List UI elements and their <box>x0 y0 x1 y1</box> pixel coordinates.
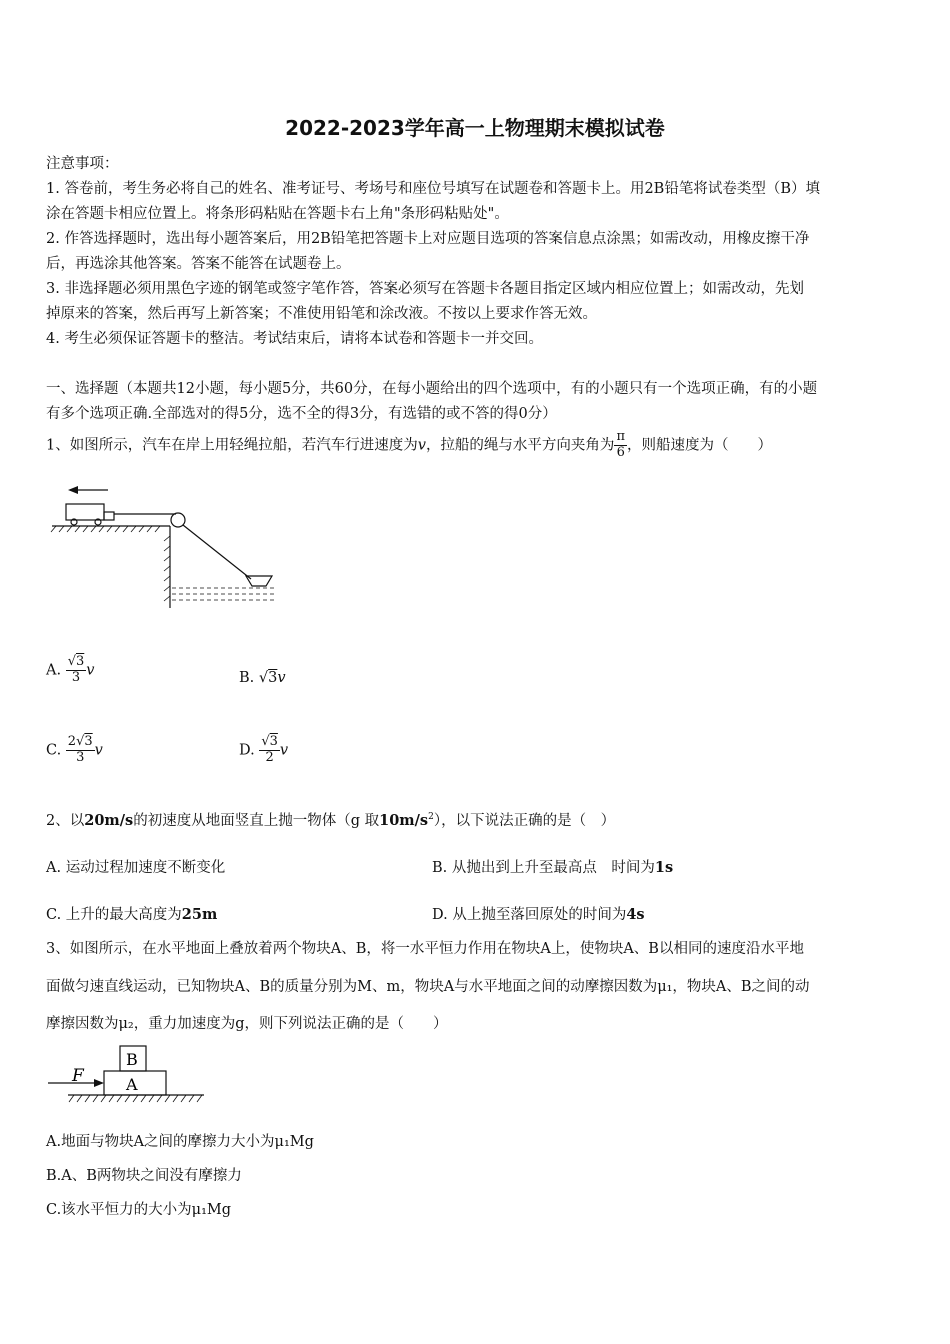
q1-stem-part-a: 1、如图所示，汽车在岸上用轻绳拉船，若汽车行进速度为 <box>46 437 418 454</box>
q2-option-c[interactable] <box>46 903 217 924</box>
q3-stem-line-3: 摩擦因数为μ₂，重力加速度为g，则下列说法正确的是（ ） <box>46 1016 448 1032</box>
q1-option-a-fraction <box>66 655 87 686</box>
q1-option-c-num: 2√3 <box>67 734 93 749</box>
q2-stem-part-b: 的初速度从地面竖直上抛一物体（g 取 <box>133 813 380 829</box>
q2-g-value: 10m/s <box>379 812 429 829</box>
q1-option-c-fraction <box>66 735 95 766</box>
q3-option-a[interactable]: A.地面与物块A之间的摩擦力大小为μ₁Mg <box>46 1134 314 1150</box>
q1-option-b-value: √3v <box>258 670 286 686</box>
q1-option-c[interactable] <box>46 735 103 766</box>
q1-angle-den: 6 <box>616 444 625 460</box>
q1-stem <box>46 430 772 461</box>
q1-option-d-den: 2 <box>265 749 274 765</box>
notice-line-4: 后，再选涂其他答案。答案不能答在试题卷上。 <box>46 256 351 272</box>
notice-line-3: 2. 作答选择题时，选出每小题答案后，用2B铅笔把答题卡上对应题目选项的答案信息点涂黑；如需改动，用橡皮擦干净 <box>46 231 810 247</box>
q2-option-b-text: B. 从抛出到上升至最高点 时间为 <box>432 860 655 876</box>
q1-var-v: v <box>417 437 426 454</box>
q2-option-b[interactable] <box>432 856 673 877</box>
notice-heading: 注意事项： <box>46 156 119 172</box>
q2-option-d-text: D. 从上抛至落回原处的时间为 <box>432 907 627 923</box>
q1-option-c-v: v <box>94 742 103 759</box>
section-heading-line-1: 一、选择题（本题共12小题，每小题5分，共60分，在每小题给出的四个选项中，有的小题只有一个选项正确，有的小题 <box>46 381 818 397</box>
q1-option-d-root: 3 <box>269 734 278 749</box>
q1-option-b[interactable] <box>239 670 286 686</box>
q2-option-c-text: C. 上升的最大高度为 <box>46 907 182 923</box>
q2-speed: 20m/s <box>84 812 134 829</box>
q3-stem-line-1: 3、如图所示，在水平地面上叠放着两个物块A、B，将一水平恒力作用在物块A上，使物块A、B以相同的速度沿水平地 <box>46 941 804 957</box>
q1-option-b-v: v <box>277 670 286 686</box>
q2-option-d[interactable] <box>432 903 645 924</box>
page-title: 2022-2023学年高一上物理期末模拟试卷 <box>285 116 665 140</box>
notice-line-5: 3. 非选择题必须用黑色字迹的钢笔或签字笔作答，答案必须写在答题卡各题目指定区域内相应位置上；如需改动，先划 <box>46 281 804 297</box>
q1-option-a-den: 3 <box>71 669 81 685</box>
q1-angle-fraction <box>614 430 627 461</box>
q1-option-d[interactable] <box>239 735 288 766</box>
q1-angle-num: π <box>616 429 625 444</box>
q3-option-b[interactable]: B.A、B两物块之间没有摩擦力 <box>46 1168 242 1184</box>
q1-option-a-num: √3 <box>67 654 85 669</box>
q3-force-label: F <box>72 1066 84 1086</box>
q1-option-c-root: 3 <box>84 734 93 749</box>
q1-option-d-fraction <box>259 735 280 766</box>
q3-blocks-figure <box>46 1043 211 1108</box>
q1-option-d-label: D. <box>239 742 255 759</box>
q3-block-b-label: B <box>126 1050 138 1069</box>
q2-option-a[interactable]: A. 运动过程加速度不断变化 <box>46 860 226 876</box>
q2-stem-part-a: 2、以 <box>46 813 85 829</box>
q2-stem-part-c: ），以下说法正确的是（ ） <box>433 813 616 829</box>
q1-stem-part-c: ，则船速度为（ ） <box>626 437 772 454</box>
notice-line-7: 4. 考生必须保证答题卡的整洁。考试结束后，请将本试卷和答题卡一并交回。 <box>46 331 543 347</box>
q1-option-c-coef: 2 <box>67 734 77 749</box>
q1-option-d-num: √3 <box>261 734 278 749</box>
q1-option-a[interactable] <box>46 655 94 686</box>
notice-line-1: 1. 答卷前，考生务必将自己的姓名、准考证号、考场号和座位号填写在试题卷和答题卡上。用2B铅笔将试卷类型（B）填 <box>46 181 820 197</box>
q1-option-a-label: A. <box>46 662 62 679</box>
q1-car-boat-figure <box>46 480 286 615</box>
q2-option-c-value: 25m <box>181 906 218 923</box>
q2-option-d-value: 4s <box>626 906 645 923</box>
notice-line-6: 掉原来的答案，然后再写上新答案；不准使用铅笔和涂改液。不按以上要求作答无效。 <box>46 306 597 322</box>
q2-option-b-value: 1s <box>654 859 674 876</box>
q1-option-b-label: B. <box>239 670 255 686</box>
q1-option-d-v: v <box>279 742 289 759</box>
q3-stem-line-2: 面做匀速直线运动，已知物块A、B的质量分别为M、m，物块A与水平地面之间的动摩擦因数为μ₁，物块A、B之间的动 <box>46 979 810 995</box>
q1-option-a-v: v <box>86 662 95 679</box>
q3-block-a-label: A <box>126 1075 138 1094</box>
q1-option-c-den: 3 <box>76 749 85 765</box>
section-heading-line-2: 有多个选项正确.全部选对的得5分，选不全的得3分，有选错的或不答的得0分） <box>46 406 557 422</box>
q3-option-c[interactable]: C.该水平恒力的大小为μ₁Mg <box>46 1202 232 1218</box>
q1-stem-part-b: ，拉船的绳与水平方向夹角为 <box>425 437 615 454</box>
q2-stem <box>46 809 615 830</box>
q2-g-exponent: 2 <box>428 812 434 823</box>
q1-option-a-root: 3 <box>76 654 85 669</box>
notice-line-2: 涂在答题卡相应位置上。将条形码粘贴在答题卡右上角"条形码粘贴处"。 <box>46 206 509 222</box>
q1-option-b-root: 3 <box>268 670 278 686</box>
q1-option-c-label: C. <box>46 742 62 759</box>
